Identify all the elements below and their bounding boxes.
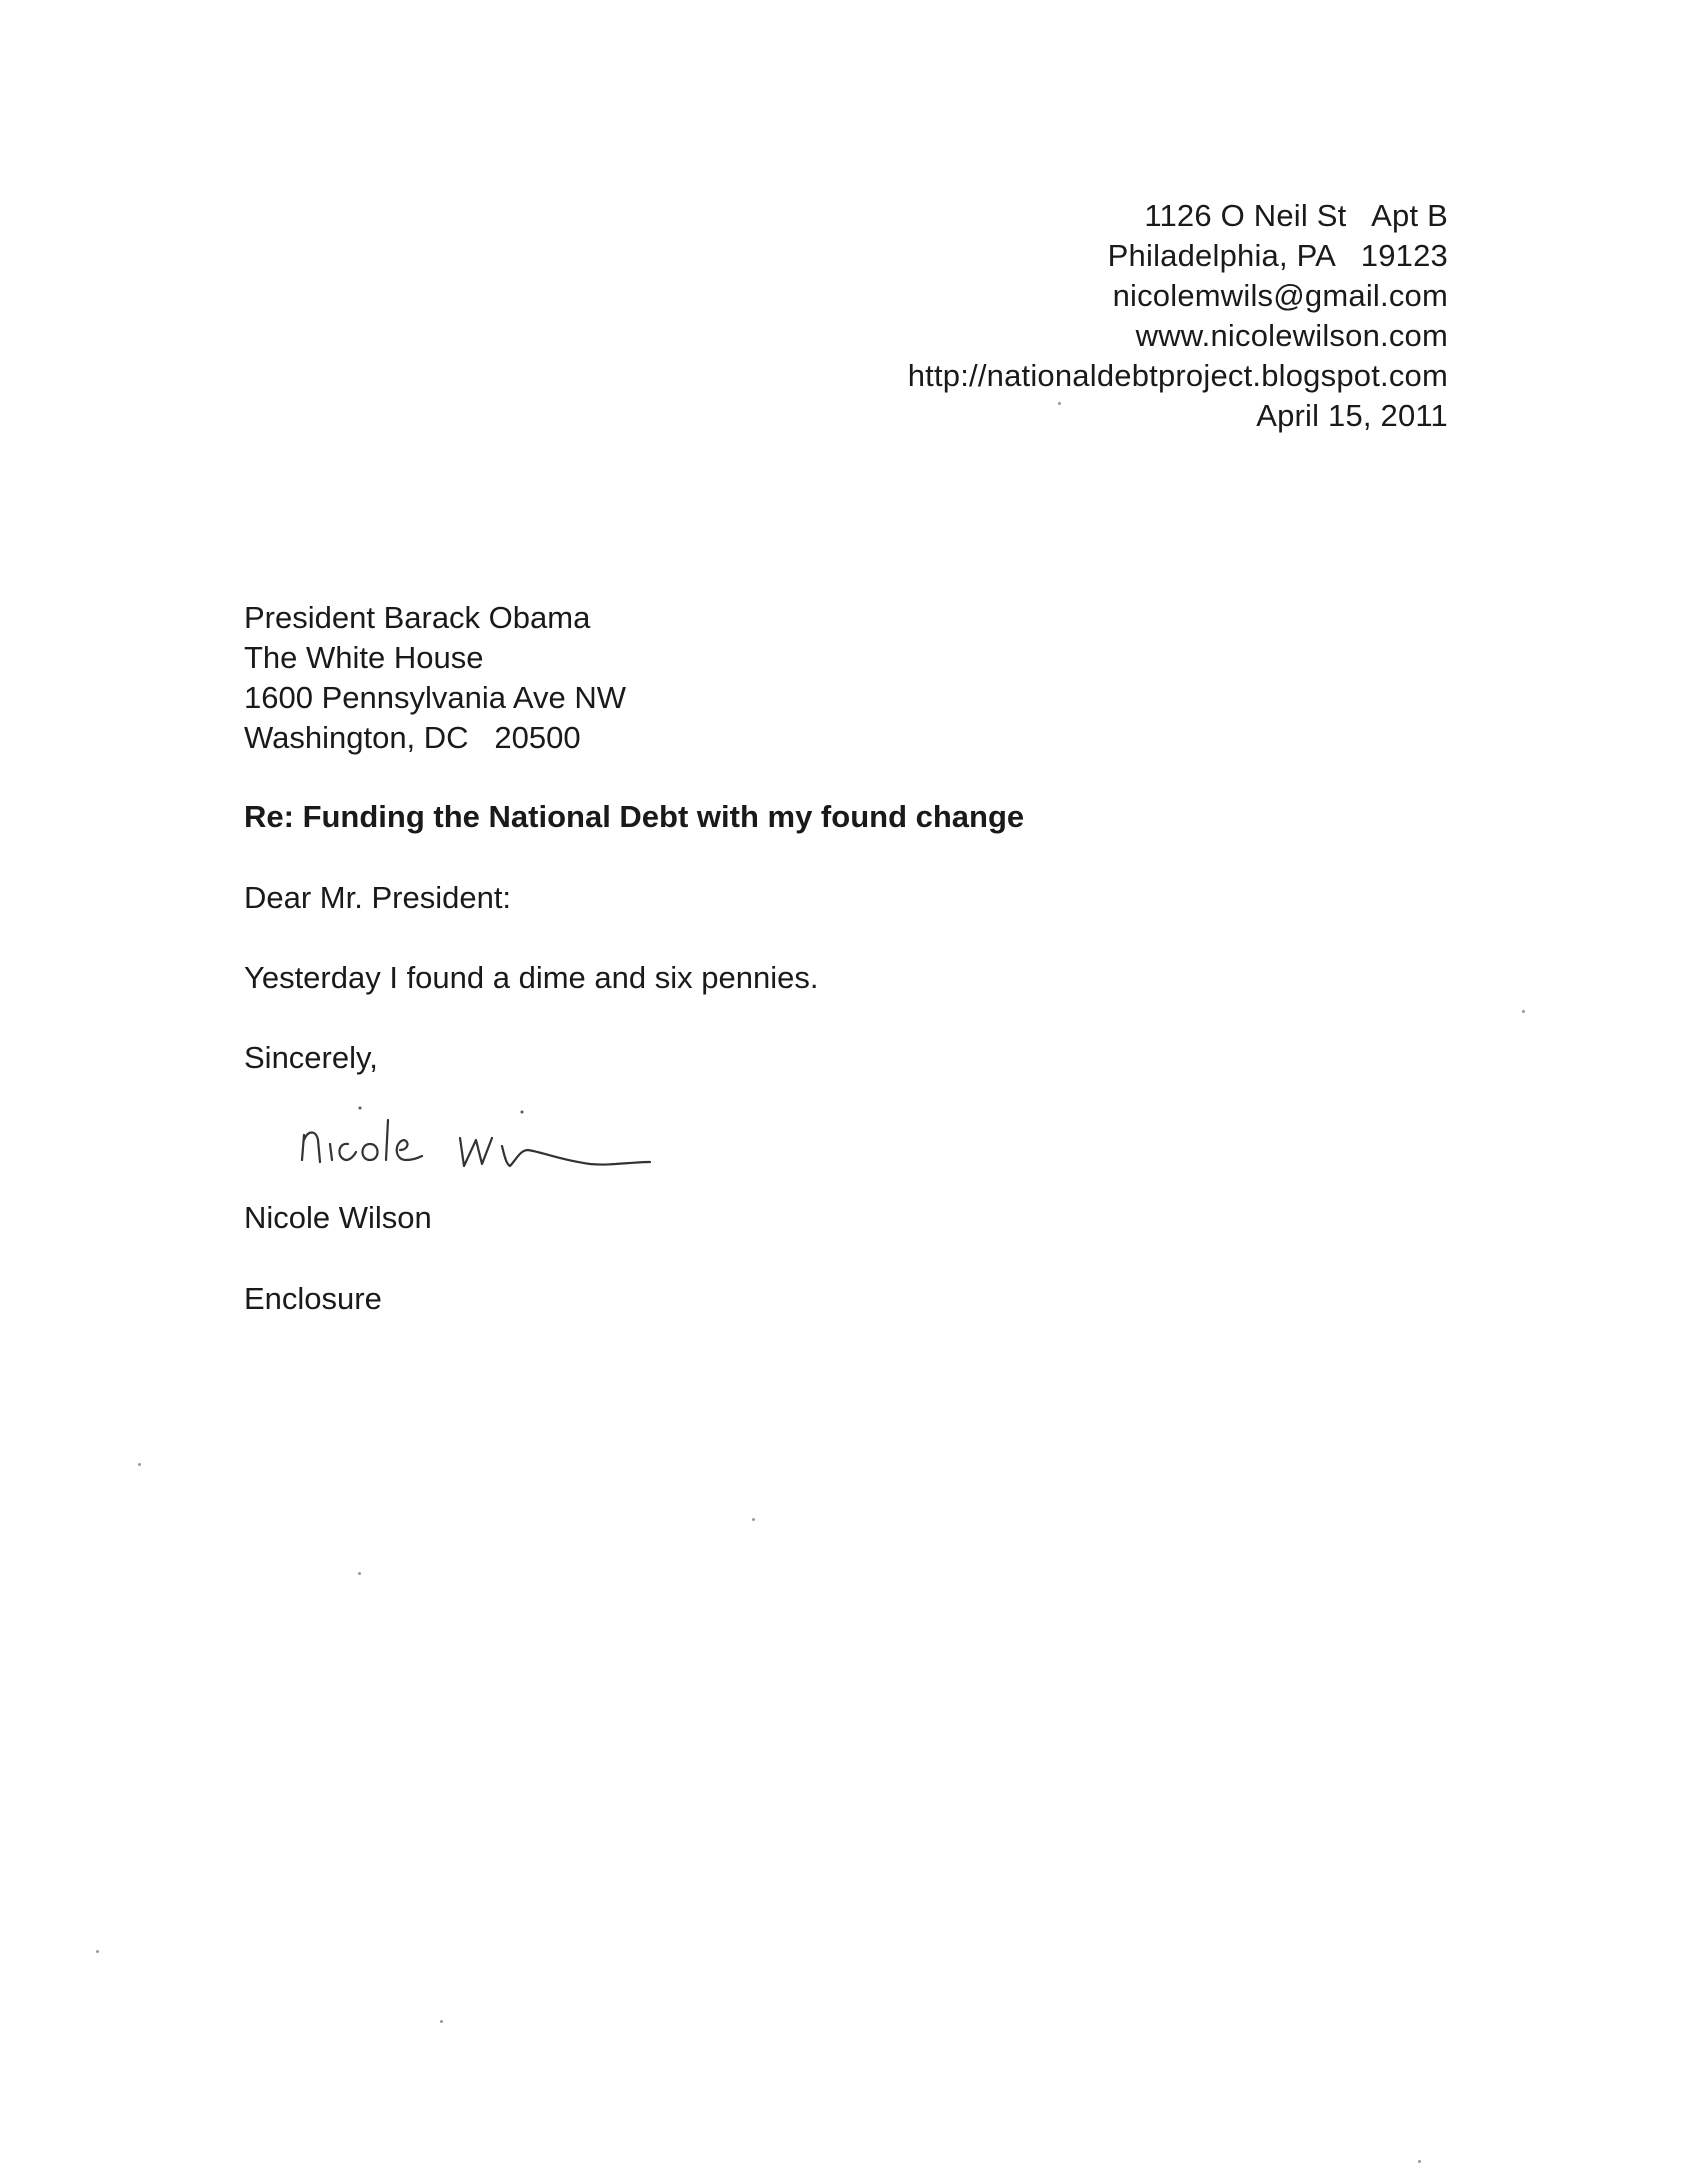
scan-speck xyxy=(96,1950,99,1953)
salutation: Dear Mr. President: xyxy=(244,880,512,915)
sender-email: nicolemwils@gmail.com xyxy=(1112,278,1448,313)
recipient-organization: The White House xyxy=(244,640,484,675)
sender-website: www.nicolewilson.com xyxy=(1135,318,1448,353)
letter-date: April 15, 2011 xyxy=(1256,398,1448,433)
recipient-name: President Barack Obama xyxy=(244,600,591,635)
recipient-street: 1600 Pennsylvania Ave NW xyxy=(244,680,626,715)
scan-speck xyxy=(358,1572,361,1575)
scan-speck xyxy=(1418,2160,1421,2163)
recipient-block xyxy=(244,598,626,758)
scan-speck xyxy=(1058,402,1061,405)
scan-speck xyxy=(440,2020,443,2023)
scan-speck xyxy=(1522,1010,1525,1013)
sender-address-line2: Philadelphia, PA 19123 xyxy=(1107,238,1448,273)
signer-name: Nicole Wilson xyxy=(244,1200,432,1235)
recipient-city-state-zip: Washington, DC 20500 xyxy=(244,720,581,755)
sender-block xyxy=(908,196,1448,436)
enclosure-notation: Enclosure xyxy=(244,1281,382,1316)
subject-line: Re: Funding the National Debt with my found change xyxy=(244,799,1025,834)
handwritten-signature xyxy=(290,1100,770,1210)
closing: Sincerely, xyxy=(244,1040,378,1075)
letter-body: Yesterday I found a dime and six pennies. xyxy=(244,960,819,995)
sender-address-line1: 1126 O Neil St Apt B xyxy=(1144,198,1448,233)
scan-speck xyxy=(138,1463,141,1466)
sender-blog: http://nationaldebtproject.blogspot.com xyxy=(907,358,1448,393)
scan-speck xyxy=(752,1518,755,1521)
